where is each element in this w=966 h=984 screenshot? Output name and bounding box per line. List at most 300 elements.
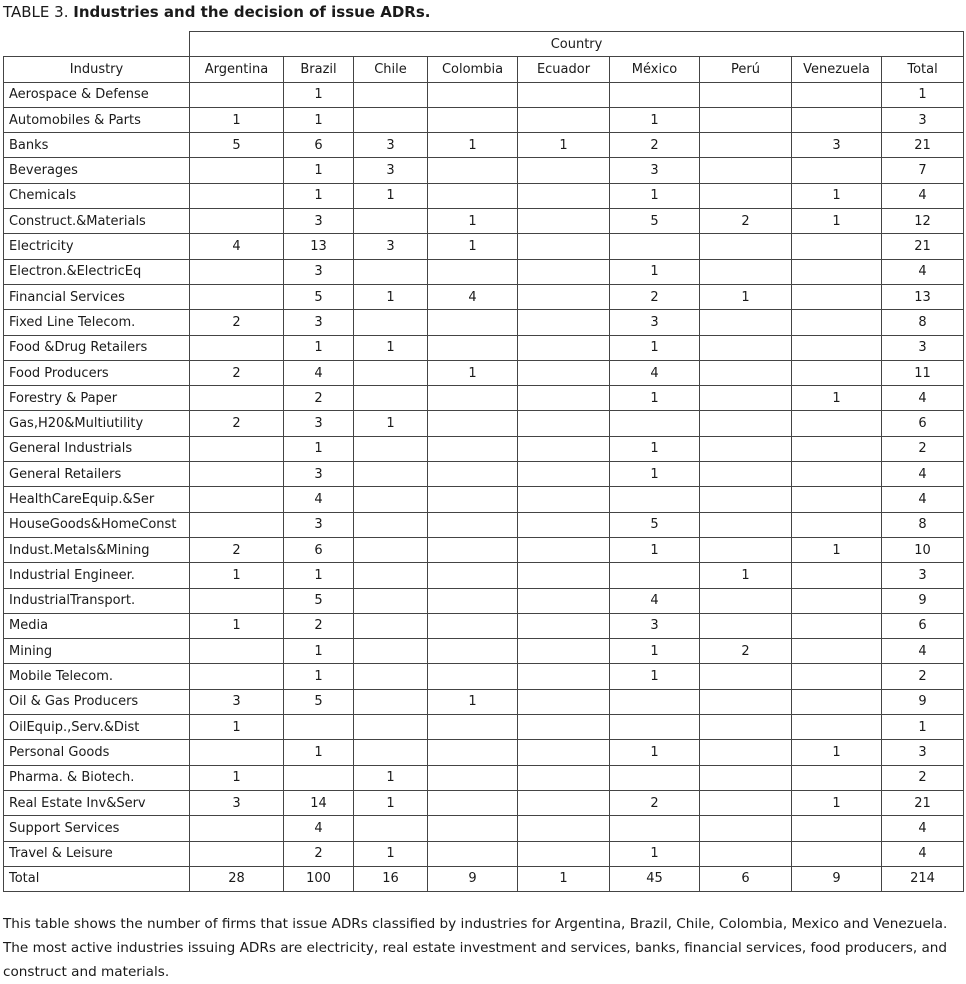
- total-cell: 4: [882, 841, 964, 866]
- table-row: [4, 82, 964, 107]
- count-cell: [792, 158, 882, 183]
- count-cell: 5: [284, 284, 354, 309]
- column-header-colombia: Colombia: [428, 57, 518, 82]
- count-cell: [700, 360, 792, 385]
- industry-cell: Construct.&Materials: [4, 209, 190, 234]
- country-group-header: Country: [190, 32, 964, 57]
- count-cell: [518, 360, 610, 385]
- count-cell: [792, 436, 882, 461]
- industry-cell: Food &Drug Retailers: [4, 335, 190, 360]
- table-row: [4, 841, 964, 866]
- count-cell: 3: [610, 613, 700, 638]
- industry-cell: Beverages: [4, 158, 190, 183]
- count-cell: 3: [354, 133, 428, 158]
- count-cell: [792, 234, 882, 259]
- total-cell: 21: [882, 790, 964, 815]
- count-cell: [700, 436, 792, 461]
- count-cell: [792, 335, 882, 360]
- total-cell: 6: [882, 411, 964, 436]
- count-cell: [792, 715, 882, 740]
- table-row: [4, 411, 964, 436]
- count-cell: [792, 613, 882, 638]
- column-header-argentina: Argentina: [190, 57, 284, 82]
- total-value-cell: 1: [518, 866, 610, 891]
- group-header-row: [4, 32, 964, 57]
- count-cell: [792, 360, 882, 385]
- count-cell: 1: [700, 284, 792, 309]
- count-cell: [700, 82, 792, 107]
- count-cell: [354, 537, 428, 562]
- total-value-cell: 16: [354, 866, 428, 891]
- count-cell: 1: [354, 284, 428, 309]
- table-row: [4, 259, 964, 284]
- table-row: [4, 765, 964, 790]
- table-row: [4, 360, 964, 385]
- count-cell: 3: [354, 158, 428, 183]
- count-cell: [190, 740, 284, 765]
- total-value-cell: 9: [792, 866, 882, 891]
- total-cell: 9: [882, 588, 964, 613]
- count-cell: 2: [610, 133, 700, 158]
- count-cell: [792, 82, 882, 107]
- count-cell: [428, 158, 518, 183]
- industry-cell: Automobiles & Parts: [4, 107, 190, 132]
- count-cell: 1: [792, 740, 882, 765]
- count-cell: 1: [792, 386, 882, 411]
- count-cell: [354, 563, 428, 588]
- count-cell: 2: [190, 537, 284, 562]
- count-cell: 3: [284, 411, 354, 436]
- count-cell: 1: [190, 715, 284, 740]
- count-cell: [518, 613, 610, 638]
- count-cell: [700, 158, 792, 183]
- count-cell: [354, 107, 428, 132]
- table-row: [4, 639, 964, 664]
- count-cell: [354, 82, 428, 107]
- count-cell: 6: [284, 133, 354, 158]
- count-cell: [518, 259, 610, 284]
- count-cell: [518, 537, 610, 562]
- column-header-peru: Perú: [700, 57, 792, 82]
- table-row: [4, 234, 964, 259]
- industry-cell: Financial Services: [4, 284, 190, 309]
- industry-cell: Indust.Metals&Mining: [4, 537, 190, 562]
- count-cell: 2: [700, 639, 792, 664]
- count-cell: 1: [190, 107, 284, 132]
- count-cell: [792, 563, 882, 588]
- count-cell: [518, 563, 610, 588]
- total-cell: 3: [882, 107, 964, 132]
- count-cell: 1: [284, 107, 354, 132]
- count-cell: [700, 664, 792, 689]
- count-cell: [518, 107, 610, 132]
- count-cell: [792, 639, 882, 664]
- industry-cell: HouseGoods&HomeConst: [4, 512, 190, 537]
- table-row: [4, 613, 964, 638]
- count-cell: 3: [284, 310, 354, 335]
- count-cell: [284, 765, 354, 790]
- count-cell: [700, 411, 792, 436]
- count-cell: [610, 82, 700, 107]
- table-row: [4, 790, 964, 815]
- table-row: [4, 664, 964, 689]
- count-cell: [518, 841, 610, 866]
- count-cell: [190, 512, 284, 537]
- count-cell: 1: [354, 335, 428, 360]
- total-cell: 4: [882, 386, 964, 411]
- count-cell: 1: [428, 234, 518, 259]
- count-cell: [518, 664, 610, 689]
- count-cell: 2: [190, 360, 284, 385]
- count-cell: 1: [610, 841, 700, 866]
- count-cell: 1: [792, 183, 882, 208]
- count-cell: [190, 588, 284, 613]
- total-cell: 7: [882, 158, 964, 183]
- count-cell: 2: [700, 209, 792, 234]
- count-cell: [792, 689, 882, 714]
- count-cell: [354, 360, 428, 385]
- count-cell: [518, 487, 610, 512]
- total-cell: 1: [882, 715, 964, 740]
- count-cell: [518, 335, 610, 360]
- count-cell: [610, 715, 700, 740]
- count-cell: [190, 841, 284, 866]
- count-cell: 3: [354, 234, 428, 259]
- count-cell: 1: [190, 765, 284, 790]
- count-cell: 1: [284, 158, 354, 183]
- count-cell: 3: [610, 310, 700, 335]
- industry-cell: Industrial Engineer.: [4, 563, 190, 588]
- count-cell: 2: [610, 284, 700, 309]
- count-cell: [354, 512, 428, 537]
- count-cell: [518, 82, 610, 107]
- count-cell: [792, 107, 882, 132]
- count-cell: [190, 183, 284, 208]
- count-cell: 1: [792, 209, 882, 234]
- total-cell: 12: [882, 209, 964, 234]
- count-cell: [792, 841, 882, 866]
- table-number: TABLE 3.: [3, 3, 69, 21]
- count-cell: [428, 563, 518, 588]
- industry-cell: Electricity: [4, 234, 190, 259]
- count-cell: [190, 158, 284, 183]
- count-cell: [792, 310, 882, 335]
- count-cell: [518, 639, 610, 664]
- total-cell: 4: [882, 259, 964, 284]
- total-label-cell: Total: [4, 866, 190, 891]
- count-cell: 1: [610, 107, 700, 132]
- count-cell: [354, 209, 428, 234]
- total-cell: 4: [882, 183, 964, 208]
- industry-cell: General Industrials: [4, 436, 190, 461]
- count-cell: [354, 740, 428, 765]
- count-cell: [354, 715, 428, 740]
- count-cell: [518, 790, 610, 815]
- count-cell: [354, 310, 428, 335]
- count-cell: [428, 411, 518, 436]
- count-cell: [190, 259, 284, 284]
- count-cell: [428, 639, 518, 664]
- count-cell: [354, 487, 428, 512]
- count-cell: 2: [190, 411, 284, 436]
- count-cell: 1: [284, 82, 354, 107]
- count-cell: [190, 436, 284, 461]
- count-cell: [428, 588, 518, 613]
- count-cell: [518, 234, 610, 259]
- count-cell: [354, 462, 428, 487]
- count-cell: [518, 284, 610, 309]
- column-header-mexico: México: [610, 57, 700, 82]
- count-cell: 1: [610, 259, 700, 284]
- table-row: [4, 284, 964, 309]
- count-cell: [284, 715, 354, 740]
- total-value-cell: 28: [190, 866, 284, 891]
- count-cell: 1: [354, 411, 428, 436]
- industry-cell: Oil & Gas Producers: [4, 689, 190, 714]
- count-cell: [700, 613, 792, 638]
- count-cell: [700, 487, 792, 512]
- count-cell: 2: [284, 841, 354, 866]
- count-cell: 1: [190, 563, 284, 588]
- count-cell: [700, 715, 792, 740]
- count-cell: [428, 107, 518, 132]
- count-cell: [428, 765, 518, 790]
- count-cell: [354, 664, 428, 689]
- group-header-blank: [4, 32, 190, 57]
- count-cell: 4: [610, 360, 700, 385]
- count-cell: 3: [190, 790, 284, 815]
- count-cell: 1: [610, 740, 700, 765]
- table-row: [4, 487, 964, 512]
- industry-cell: Aerospace & Defense: [4, 82, 190, 107]
- total-value-cell: 6: [700, 866, 792, 891]
- table-title: Industries and the decision of issue ADRs.: [73, 3, 431, 21]
- count-cell: [518, 512, 610, 537]
- column-header-brazil: Brazil: [284, 57, 354, 82]
- count-cell: 5: [284, 588, 354, 613]
- count-cell: [428, 310, 518, 335]
- count-cell: 3: [190, 689, 284, 714]
- total-cell: 1: [882, 82, 964, 107]
- industry-cell: General Retailers: [4, 462, 190, 487]
- count-cell: [792, 259, 882, 284]
- count-cell: 1: [518, 133, 610, 158]
- count-cell: 1: [792, 790, 882, 815]
- count-cell: 3: [284, 259, 354, 284]
- table-body: [4, 82, 964, 892]
- count-cell: [518, 462, 610, 487]
- count-cell: [518, 715, 610, 740]
- count-cell: 1: [610, 639, 700, 664]
- count-cell: 1: [354, 183, 428, 208]
- table-row: [4, 563, 964, 588]
- count-cell: [428, 335, 518, 360]
- industry-cell: Travel & Leisure: [4, 841, 190, 866]
- total-cell: 2: [882, 664, 964, 689]
- count-cell: [700, 259, 792, 284]
- count-cell: 1: [284, 740, 354, 765]
- count-cell: [700, 310, 792, 335]
- industry-cell: Forestry & Paper: [4, 386, 190, 411]
- industry-cell: Mining: [4, 639, 190, 664]
- table-caption: [3, 2, 430, 22]
- table-row: [4, 537, 964, 562]
- count-cell: 1: [190, 613, 284, 638]
- count-cell: 4: [284, 360, 354, 385]
- total-cell: 21: [882, 133, 964, 158]
- count-cell: [700, 689, 792, 714]
- total-row: [4, 866, 964, 891]
- column-header-ecuador: Ecuador: [518, 57, 610, 82]
- count-cell: [610, 689, 700, 714]
- count-cell: [700, 537, 792, 562]
- count-cell: 5: [284, 689, 354, 714]
- table-row: [4, 133, 964, 158]
- count-cell: [428, 259, 518, 284]
- count-cell: 3: [284, 462, 354, 487]
- count-cell: 1: [610, 462, 700, 487]
- count-cell: 1: [284, 436, 354, 461]
- industry-cell: Food Producers: [4, 360, 190, 385]
- count-cell: 3: [284, 209, 354, 234]
- total-cell: 2: [882, 765, 964, 790]
- industry-cell: Media: [4, 613, 190, 638]
- count-cell: 1: [700, 563, 792, 588]
- table-row: [4, 740, 964, 765]
- count-cell: [792, 816, 882, 841]
- count-cell: 3: [284, 512, 354, 537]
- count-cell: [190, 82, 284, 107]
- total-cell: 11: [882, 360, 964, 385]
- count-cell: [792, 664, 882, 689]
- column-header-industry: Industry: [4, 57, 190, 82]
- total-cell: 9: [882, 689, 964, 714]
- count-cell: [700, 386, 792, 411]
- count-cell: 1: [610, 335, 700, 360]
- count-cell: [792, 284, 882, 309]
- table-row: [4, 107, 964, 132]
- count-cell: 1: [610, 386, 700, 411]
- total-value-cell: 9: [428, 866, 518, 891]
- industry-cell: HealthCareEquip.&Ser: [4, 487, 190, 512]
- count-cell: [354, 386, 428, 411]
- table-row: [4, 462, 964, 487]
- count-cell: [700, 335, 792, 360]
- count-cell: 3: [610, 158, 700, 183]
- count-cell: [190, 487, 284, 512]
- count-cell: [700, 234, 792, 259]
- table-row: [4, 689, 964, 714]
- count-cell: [428, 436, 518, 461]
- count-cell: [428, 537, 518, 562]
- total-cell: 8: [882, 310, 964, 335]
- count-cell: 5: [610, 512, 700, 537]
- count-cell: [700, 588, 792, 613]
- count-cell: [354, 689, 428, 714]
- total-value-cell: 45: [610, 866, 700, 891]
- table-row: [4, 386, 964, 411]
- count-cell: [700, 740, 792, 765]
- table-row: [4, 588, 964, 613]
- count-cell: [428, 790, 518, 815]
- total-cell: 3: [882, 740, 964, 765]
- total-cell: 10: [882, 537, 964, 562]
- total-value-cell: 214: [882, 866, 964, 891]
- count-cell: 1: [428, 209, 518, 234]
- total-cell: 4: [882, 462, 964, 487]
- count-cell: [700, 183, 792, 208]
- count-cell: [190, 816, 284, 841]
- count-cell: 5: [190, 133, 284, 158]
- total-cell: 3: [882, 335, 964, 360]
- industry-cell: Banks: [4, 133, 190, 158]
- count-cell: [190, 639, 284, 664]
- industry-cell: IndustrialTransport.: [4, 588, 190, 613]
- count-cell: [428, 740, 518, 765]
- total-value-cell: 100: [284, 866, 354, 891]
- count-cell: [518, 158, 610, 183]
- count-cell: 1: [354, 765, 428, 790]
- total-cell: 4: [882, 639, 964, 664]
- count-cell: [700, 841, 792, 866]
- count-cell: [428, 462, 518, 487]
- count-cell: [700, 790, 792, 815]
- count-cell: [700, 107, 792, 132]
- count-cell: [354, 816, 428, 841]
- industry-cell: Fixed Line Telecom.: [4, 310, 190, 335]
- industry-cell: Real Estate Inv&Serv: [4, 790, 190, 815]
- count-cell: [354, 613, 428, 638]
- count-cell: 1: [610, 436, 700, 461]
- count-cell: 13: [284, 234, 354, 259]
- column-header-chile: Chile: [354, 57, 428, 82]
- table-row: [4, 310, 964, 335]
- industry-cell: OilEquip.,Serv.&Dist: [4, 715, 190, 740]
- count-cell: 6: [284, 537, 354, 562]
- total-cell: 6: [882, 613, 964, 638]
- table-row: [4, 816, 964, 841]
- count-cell: 14: [284, 790, 354, 815]
- table-row: [4, 158, 964, 183]
- count-cell: [354, 588, 428, 613]
- count-cell: 2: [610, 790, 700, 815]
- count-cell: [428, 841, 518, 866]
- count-cell: [428, 512, 518, 537]
- count-cell: [190, 386, 284, 411]
- table-note: This table shows the number of firms that issue ADRs classified by industries for Argentina, Brazil, Chile, Colombia, Mexico and Venezuela. The most active industries issuing ADRs are electricity, real estate investment and services, banks, financial services, food producers, and construct and materials.: [3, 916, 948, 980]
- count-cell: 1: [610, 537, 700, 562]
- count-cell: [190, 284, 284, 309]
- count-cell: 3: [792, 133, 882, 158]
- count-cell: [428, 816, 518, 841]
- count-cell: [610, 234, 700, 259]
- table-row: [4, 436, 964, 461]
- count-cell: 1: [284, 183, 354, 208]
- total-cell: 3: [882, 563, 964, 588]
- table-row: [4, 512, 964, 537]
- count-cell: 1: [428, 689, 518, 714]
- count-cell: [792, 512, 882, 537]
- count-cell: [354, 436, 428, 461]
- count-cell: [428, 183, 518, 208]
- total-cell: 13: [882, 284, 964, 309]
- count-cell: 1: [284, 335, 354, 360]
- count-cell: 4: [610, 588, 700, 613]
- industries-table: [3, 31, 964, 892]
- count-cell: [518, 436, 610, 461]
- industry-cell: Personal Goods: [4, 740, 190, 765]
- industry-cell: Electron.&ElectricEq: [4, 259, 190, 284]
